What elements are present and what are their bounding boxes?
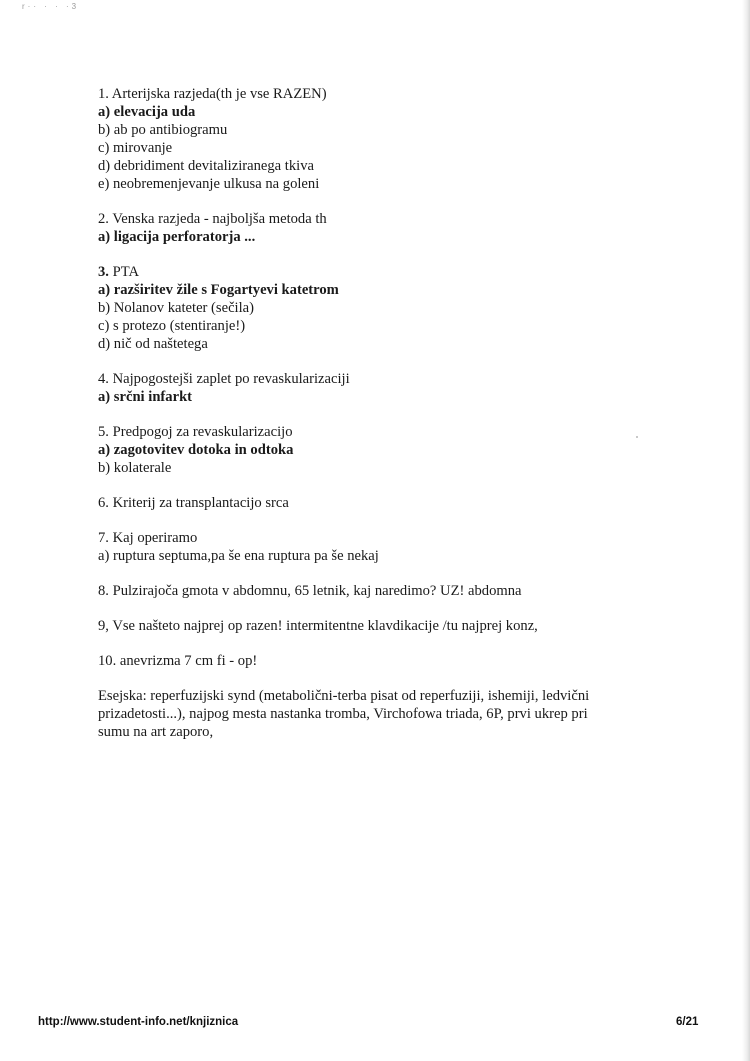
- question-title: 8. Pulzirajoča gmota v abdomnu, 65 letnik, kaj naredimo? UZ! abdomna: [98, 583, 522, 599]
- question-number: 3.: [98, 264, 109, 280]
- question-text: PTA: [108, 264, 140, 280]
- question-title: 5. Predpogoj za revaskularizacijo: [98, 424, 293, 440]
- question-title: 10. anevrizma 7 cm fi - op!: [98, 653, 258, 669]
- question-10: [98, 652, 658, 670]
- answer-correct: a) elevacija uda: [98, 104, 196, 120]
- essay-line: prizadetosti...), najpog mesta nastanka tromba, Virchofowa triada, 6P, prvi ukrep pri: [98, 706, 588, 722]
- answer-option: b) kolaterale: [98, 460, 172, 476]
- answer-option: c) mirovanje: [98, 140, 173, 156]
- question-7: [98, 529, 658, 565]
- answer-correct: a) srčni infarkt: [98, 389, 193, 405]
- answer-option: d) debridiment devitaliziranega tkiva: [98, 158, 314, 174]
- question-title: 7. Kaj operiramo: [98, 530, 198, 546]
- scan-edge-shadow: [742, 0, 750, 1061]
- footer-url: http://www.student-info.net/knjiznica: [38, 1016, 239, 1028]
- question-title: 2. Venska razjeda - najboljša metoda th: [98, 211, 327, 227]
- question-5: [98, 423, 658, 477]
- essay-line: sumu na art zaporo,: [98, 724, 214, 740]
- answer-option: e) neobremenjevanje ulkusa na goleni: [98, 176, 320, 192]
- page-number: 6/21: [676, 1016, 699, 1028]
- answer-option: a) ruptura septuma,pa še ena ruptura pa še nekaj: [98, 548, 379, 564]
- answer-option: d) nič od naštetega: [98, 336, 208, 352]
- answer-option: b) ab po antibiogramu: [98, 122, 228, 138]
- question-title: 1. Arterijska razjeda(th je vse RAZEN): [98, 86, 327, 102]
- question-3: [98, 263, 658, 353]
- answer-option: c) s protezo (stentiranje!): [98, 318, 246, 334]
- answer-correct: a) zagotovitev dotoka in odtoka: [98, 442, 294, 458]
- exam-questions: [98, 85, 658, 758]
- answer-correct: a) razširitev žile s Fogartyevi katetrom: [98, 282, 339, 298]
- essay-line: Esejska: reperfuzijski synd (metabolični-terba pisat od reperfuziji, ishemiji, ledvični: [98, 688, 590, 704]
- question-4: [98, 370, 658, 406]
- question-8: [98, 582, 658, 600]
- question-title: 4. Najpogostejši zaplet po revaskularizaciji: [98, 371, 350, 387]
- question-title: [98, 263, 658, 281]
- question-1: [98, 85, 658, 193]
- answer-option: b) Nolanov kateter (sečila): [98, 300, 254, 316]
- essay-section: [98, 687, 658, 741]
- question-9: [98, 617, 658, 635]
- question-2: [98, 210, 658, 246]
- question-6: [98, 494, 658, 512]
- answer-correct: a) ligacija perforatorja ...: [98, 229, 256, 245]
- question-title: 6. Kriterij za transplantacijo srca: [98, 495, 289, 511]
- scan-mark: r·· · · ·3: [22, 2, 80, 11]
- question-title: 9, Vse našteto najprej op razen! intermitentne klavdikacije /tu najprej konz,: [98, 618, 538, 634]
